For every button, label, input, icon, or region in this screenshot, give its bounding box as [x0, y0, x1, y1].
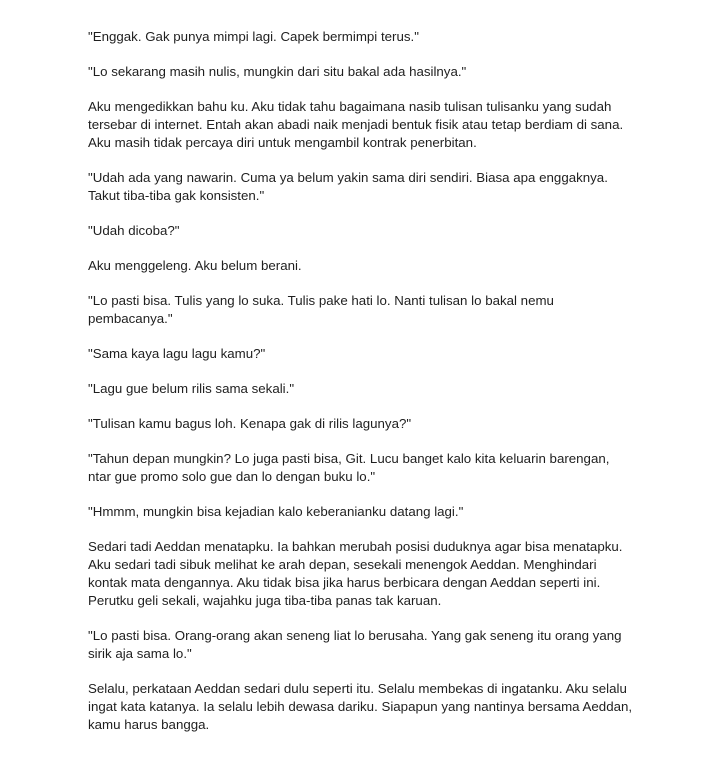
paragraph: [88, 28, 688, 46]
text-line: "Lo pasti bisa. Tulis yang lo suka. Tulis pake hati lo. Nanti tulisan lo bakal nemu: [88, 293, 554, 308]
text-line: "Enggak. Gak punya mimpi lagi. Capek bermimpi terus.": [88, 29, 419, 44]
paragraph: [88, 680, 688, 734]
paragraph: [88, 380, 688, 398]
text-line: kamu harus bangga.: [88, 717, 210, 732]
text-line: "Udah ada yang nawarin. Cuma ya belum yakin sama diri sendiri. Biasa apa enggaknya.: [88, 170, 608, 185]
paragraph: [88, 415, 688, 433]
text-line: Sedari tadi Aeddan menatapku. Ia bahkan merubah posisi duduknya agar bisa menatapku.: [88, 539, 623, 554]
text-line: Perutku geli sekali, wajahku juga tiba-tiba panas tak karuan.: [88, 593, 442, 608]
text-line: Aku sedari tadi sibuk melihat ke arah depan, sesekali menengok Aeddan. Menghindari: [88, 557, 597, 572]
text-line: "Udah dicoba?": [88, 223, 180, 238]
document-page: [88, 28, 688, 751]
paragraph: [88, 257, 688, 275]
text-line: pembacanya.": [88, 311, 173, 326]
text-line: Takut tiba-tiba gak konsisten.": [88, 188, 265, 203]
text-line: sirik aja sama lo.": [88, 646, 192, 661]
text-line: kontak mata dengannya. Aku tidak bisa jika harus berbicara dengan Aeddan seperti ini.: [88, 575, 601, 590]
paragraph: [88, 345, 688, 363]
paragraph: [88, 169, 688, 205]
paragraph: [88, 503, 688, 521]
paragraph: [88, 450, 688, 486]
text-line: Aku mengedikkan bahu ku. Aku tidak tahu bagaimana nasib tulisan tulisanku yang sudah: [88, 99, 612, 114]
text-line: "Tahun depan mungkin? Lo juga pasti bisa, Git. Lucu banget kalo kita keluarin barengan,: [88, 451, 610, 466]
text-line: ingat kata katanya. Ia selalu lebih dewasa dariku. Siapapun yang nantinya bersama Aeddan,: [88, 699, 633, 714]
text-line: "Sama kaya lagu lagu kamu?": [88, 346, 266, 361]
paragraph: [88, 538, 688, 610]
text-line: Aku masih tidak percaya diri untuk mengambil kontrak penerbitan.: [88, 135, 477, 150]
paragraph: [88, 292, 688, 328]
paragraph: [88, 63, 688, 81]
paragraph: [88, 222, 688, 240]
text-line: ntar gue promo solo gue dan lo dengan buku lo.": [88, 469, 376, 484]
paragraph: [88, 98, 688, 152]
text-line: "Lagu gue belum rilis sama sekali.": [88, 381, 295, 396]
paragraph: [88, 627, 688, 663]
text-line: "Lo pasti bisa. Orang-orang akan seneng liat lo berusaha. Yang gak seneng itu orang yang: [88, 628, 622, 643]
text-line: Aku menggeleng. Aku belum berani.: [88, 258, 302, 273]
text-line: Selalu, perkataan Aeddan sedari dulu seperti itu. Selalu membekas di ingatanku. Aku selalu: [88, 681, 627, 696]
text-line: "Tulisan kamu bagus loh. Kenapa gak di rilis lagunya?": [88, 416, 412, 431]
text-line: "Lo sekarang masih nulis, mungkin dari situ bakal ada hasilnya.": [88, 64, 467, 79]
text-line: tersebar di internet. Entah akan abadi naik menjadi bentuk fisik atau tetap berdiam di sana.: [88, 117, 624, 132]
text-line: "Hmmm, mungkin bisa kejadian kalo keberanianku datang lagi.": [88, 504, 464, 519]
